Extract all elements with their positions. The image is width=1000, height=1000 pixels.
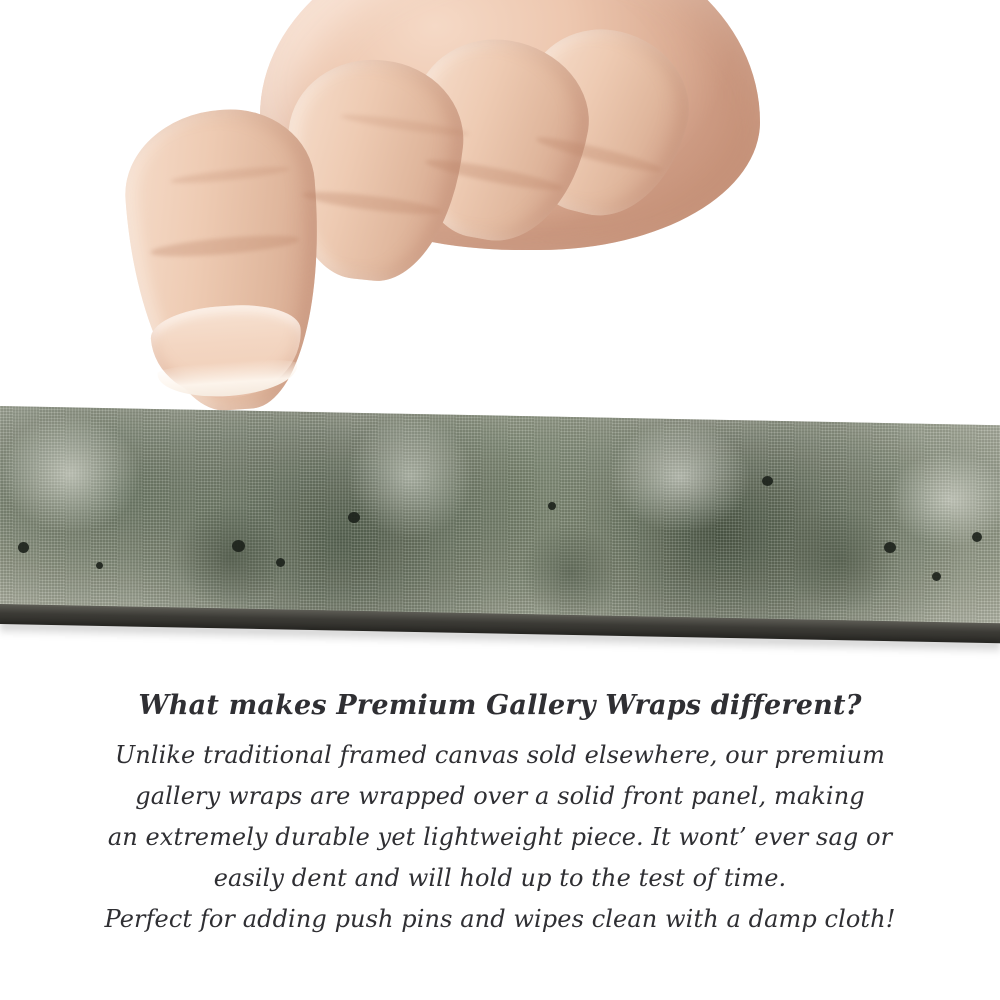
caption-line-3: an extremely durable yet lightweight piece. It wont’ ever sag or — [107, 823, 893, 851]
canvas-speck — [932, 572, 941, 581]
hand-illustration — [110, 0, 670, 430]
caption-line-2: gallery wraps are wrapped over a solid front panel, making — [135, 782, 865, 810]
canvas-speck — [548, 502, 556, 510]
canvas-speck — [276, 558, 285, 567]
canvas-wrap-edge — [0, 406, 1000, 628]
caption-line-1: Unlike traditional framed canvas sold elsewhere, our premium — [114, 741, 885, 769]
caption-heading: What makes Premium Gallery Wraps different? — [138, 690, 862, 721]
canvas-speck — [18, 542, 29, 553]
caption-block — [0, 690, 1000, 940]
canvas-speck — [96, 562, 103, 569]
canvas-speck — [762, 476, 773, 486]
canvas-speck — [232, 540, 245, 552]
canvas-speck — [884, 542, 896, 553]
caption-line-5: Perfect for adding push pins and wipes clean with a damp cloth! — [104, 905, 896, 933]
canvas-speck — [348, 512, 360, 523]
caption-line-4: easily dent and will hold up to the test of time. — [213, 864, 787, 892]
canvas-speck — [972, 532, 982, 542]
canvas-printed-face — [0, 406, 1000, 635]
